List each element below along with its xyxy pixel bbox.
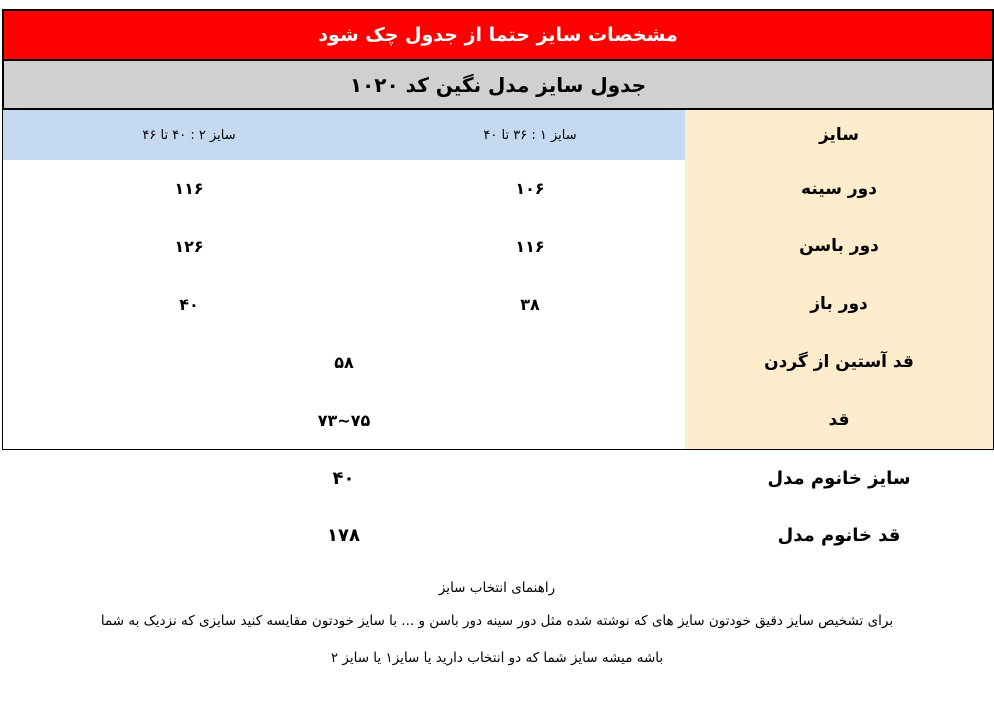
guide-text-line-1: برای تشخیص سایز دقیق خودتون سایز های که نوشته شده مثل دور سینه دور باسن و ... با سایز خودتون مقایسه کنید سایزی که نزدیک به شما [100, 613, 894, 629]
model-height-label: قد خانوم مدل [777, 524, 901, 546]
row-label-length: قد [684, 391, 994, 450]
cell-sleeve-length: ۵۸ [2, 333, 685, 392]
cell-hip-size-2: ۱۲۶ [2, 217, 375, 276]
model-size-label: سایز خانوم مدل [767, 467, 911, 489]
guide-text-line-2: باشه میشه سایز شما که دو انتخاب دارید یا سایز۱ یا سایز ۲ [330, 650, 664, 666]
guide-heading: راهنمای انتخاب سایز [438, 580, 556, 596]
cell-arm-size-2: ۴۰ [2, 275, 375, 334]
model-size-value: ۴۰ [332, 467, 355, 489]
model-height-value: ۱۷۸ [327, 524, 360, 546]
row-label-sleeve-length: قد آستین از گردن [684, 333, 994, 392]
cell-chest-size-1: ۱۰۶ [374, 160, 685, 218]
header-size-1: سایز ۱ : ۳۶ تا ۴۰ [374, 110, 685, 161]
page-title: مشخصات سایز حتما از جدول چک شود [2, 9, 994, 61]
cell-length: ۷۵~۷۳ [2, 391, 685, 450]
table-title: جدول سایز مدل نگین کد ۱۰۲۰ [2, 61, 994, 110]
cell-hip-size-1: ۱۱۶ [375, 217, 685, 276]
row-label-hip: دور باسن [684, 217, 994, 276]
row-label-chest: دور سینه [684, 160, 994, 218]
cell-chest-size-2: ۱۱۶ [2, 160, 375, 218]
header-size-label: سایز [684, 110, 994, 161]
header-size-2: سایز ۲ : ۴۰ تا ۴۶ [2, 110, 375, 161]
cell-arm-size-1: ۳۸ [375, 275, 685, 334]
row-label-arm: دور باز [684, 275, 994, 334]
